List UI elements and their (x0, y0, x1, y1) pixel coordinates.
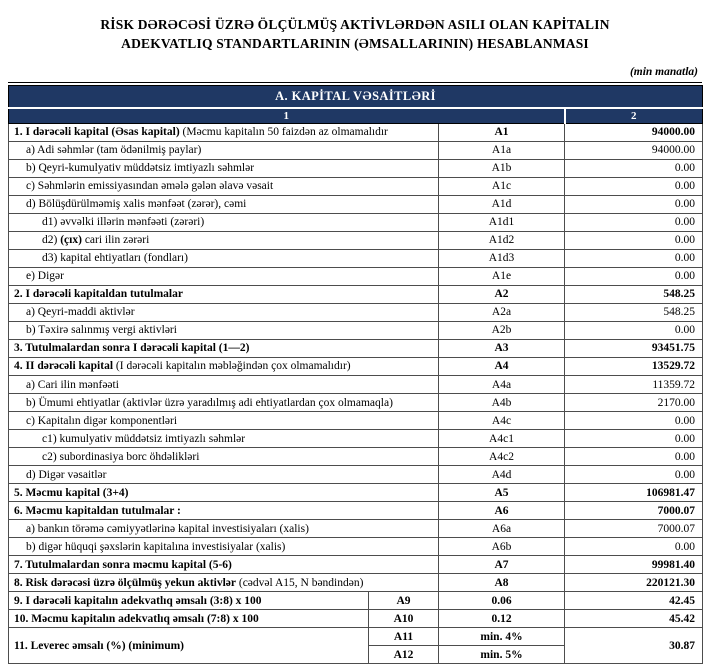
row-label (9, 520, 439, 538)
row-label-segment: d1) əvvəlki illərin mənfəəti (zərəri) (42, 216, 205, 229)
table-section-header: A. KAPİTAL VƏSAİTLƏRİ (9, 85, 703, 108)
row-norm-value: min. 5% (439, 646, 565, 664)
row-value: 0.00 (565, 321, 703, 339)
row-code: A11 (369, 628, 439, 646)
row-value: 42.45 (565, 592, 703, 610)
row-value: 220121.30 (565, 574, 703, 592)
row-label (9, 394, 439, 412)
row-label (9, 574, 439, 592)
row-code: A4c1 (439, 430, 565, 448)
row-value: 2170.00 (565, 394, 703, 412)
row-code: A4a (439, 376, 565, 394)
row-label-segment: 5. Məcmu kapital (3+4) (14, 486, 129, 499)
row-value: 93451.75 (565, 339, 703, 357)
row-value: 0.00 (565, 195, 703, 213)
row-code: A9 (369, 592, 439, 610)
row-value: 106981.47 (565, 484, 703, 502)
row-code: A5 (439, 484, 565, 502)
row-value: 0.00 (565, 249, 703, 267)
table-row (9, 520, 703, 538)
row-label (9, 177, 439, 195)
table-row (9, 466, 703, 484)
top-rule (8, 82, 702, 83)
column-header-2: 2 (565, 108, 703, 124)
row-value: 99981.40 (565, 556, 703, 574)
row-label-segment: 3. Tutulmalardan sonra I dərəcəli kapital (1—2) (14, 342, 250, 355)
row-label (9, 141, 439, 159)
row-label (9, 321, 439, 339)
table-row (9, 195, 703, 213)
row-code: A1e (439, 267, 565, 285)
table-row (9, 339, 703, 357)
row-label-segment: a) Cari ilin mənfəəti (26, 378, 119, 391)
row-label (9, 339, 439, 357)
table-row (9, 231, 703, 249)
table-row (9, 574, 703, 592)
row-value: 0.00 (565, 159, 703, 177)
table-row (9, 592, 703, 610)
row-code: A2b (439, 321, 565, 339)
row-value: 0.00 (565, 538, 703, 556)
row-label-segment: d) Digər vəsaitlər (26, 468, 107, 481)
table-row (9, 177, 703, 195)
row-norm-value: 0.12 (439, 610, 565, 628)
row-value: 45.42 (565, 610, 703, 628)
row-code: A2a (439, 303, 565, 321)
row-code: A6b (439, 538, 565, 556)
table-row (9, 159, 703, 177)
row-label-segment: 7. Tutulmalardan sonra məcmu kapital (5-6) (14, 558, 232, 571)
row-label (9, 412, 439, 430)
row-label (9, 159, 439, 177)
row-code: A4c2 (439, 448, 565, 466)
table-row (9, 502, 703, 520)
row-code: A1a (439, 141, 565, 159)
row-code: A1c (439, 177, 565, 195)
row-label (9, 376, 439, 394)
row-value: 548.25 (565, 303, 703, 321)
table-row (9, 538, 703, 556)
row-label-segment: d3) kapital ehtiyatları (fondları) (42, 252, 188, 265)
row-label (9, 213, 439, 231)
row-label-segment: d2) (42, 234, 61, 247)
row-value: 11359.72 (565, 376, 703, 394)
row-label-segment: (I dərəcəli kapitalın məbləğindən çox olmamalıdır) (113, 360, 351, 373)
row-label (9, 448, 439, 466)
row-value: 7000.07 (565, 502, 703, 520)
row-value: 30.87 (565, 628, 703, 664)
row-label-segment: b) Qeyri-kumulyativ müddətsiz imtiyazlı səhmlər (26, 162, 255, 175)
row-value: 94000.00 (565, 123, 703, 141)
table-row (9, 321, 703, 339)
row-code: A7 (439, 556, 565, 574)
table-row (9, 267, 703, 285)
row-label (9, 610, 369, 628)
row-value: 0.00 (565, 177, 703, 195)
table-row (9, 394, 703, 412)
row-norm-value: min. 4% (439, 628, 565, 646)
row-label (9, 357, 439, 375)
column-header-1: 1 (9, 108, 565, 124)
row-value: 0.00 (565, 267, 703, 285)
row-code: A1d3 (439, 249, 565, 267)
row-label (9, 592, 369, 610)
row-value: 0.00 (565, 213, 703, 231)
row-label-segment: c) Kapitalın digər komponentləri (26, 414, 178, 427)
row-label-segment: 4. II dərəcəli kapital (14, 360, 114, 373)
capital-table (8, 85, 703, 664)
row-label-segment: c) Səhmlərin emissiyasından əmələ gələn əlavə vəsait (26, 180, 274, 193)
row-label (9, 249, 439, 267)
row-label-segment: 10. Məcmu kapitalın adekvatlıq əmsalı (7:8) x 100 (14, 612, 259, 625)
row-label (9, 303, 439, 321)
row-label-segment: (Məcmu kapitalın 50 faizdən az olmamalıdır (179, 126, 388, 139)
row-label (9, 466, 439, 484)
unit-note: (min manatla) (629, 65, 698, 78)
row-label-segment: b) digər hüquqi şəxslərin kapitalına investisiyalar (xalis) (26, 540, 286, 553)
row-value: 0.00 (565, 466, 703, 484)
row-label-segment: b) Ümumi ehtiyatlar (aktivlər üzrə yaradılmış adi ehtiyatlardan çox olmamaqla) (26, 396, 393, 409)
table-row (9, 448, 703, 466)
row-value: 0.00 (565, 430, 703, 448)
table-row (9, 213, 703, 231)
row-code: A1d1 (439, 213, 565, 231)
document-title-line1: RİSK DƏRƏCƏSİ ÜZRƏ ÖLÇÜLMÜŞ AKTİVLƏRDƏN ASILI OLAN KAPİTALIN (100, 17, 610, 32)
table-row (9, 430, 703, 448)
row-label (9, 502, 439, 520)
row-label-segment: (cədvəl A15, N bəndindən) (236, 576, 364, 589)
row-code: A1 (439, 123, 565, 141)
column-header-row (9, 108, 703, 124)
row-value: 0.00 (565, 448, 703, 466)
row-code: A4b (439, 394, 565, 412)
row-label (9, 285, 439, 303)
row-code: A8 (439, 574, 565, 592)
table-row (9, 285, 703, 303)
row-norm-value: 0.06 (439, 592, 565, 610)
row-code: A1d (439, 195, 565, 213)
row-code: A6 (439, 502, 565, 520)
row-label-segment: b) Təxirə salınmış vergi aktivləri (26, 324, 177, 337)
row-label (9, 538, 439, 556)
row-code: A1d2 (439, 231, 565, 249)
row-label-segment: 11. Leverec əmsalı (%) (minimum) (14, 639, 185, 652)
row-label (9, 628, 369, 664)
row-code: A4d (439, 466, 565, 484)
row-label (9, 430, 439, 448)
row-code: A4 (439, 357, 565, 375)
row-label-segment: 8. Risk dərəcəsi üzrə ölçülmüş yekun aktivlər (14, 576, 236, 589)
row-value: 94000.00 (565, 141, 703, 159)
table-row (9, 484, 703, 502)
row-code: A1b (439, 159, 565, 177)
row-code: A6a (439, 520, 565, 538)
row-label-segment: e) Digər (26, 270, 64, 283)
row-label (9, 231, 439, 249)
row-label (9, 267, 439, 285)
row-label-segment: d) Bölüşdürülməmiş xalis mənfəət (zərər), cəmi (26, 198, 247, 211)
row-label (9, 556, 439, 574)
row-label-segment: 1. I dərəcəli kapital (Əsas kapital) (14, 126, 180, 139)
table-body (9, 123, 703, 663)
row-label-segment: a) Adi səhmlər (tam ödənilmiş paylar) (26, 144, 202, 157)
row-label (9, 195, 439, 213)
table-row (9, 628, 703, 646)
row-value: 0.00 (565, 412, 703, 430)
row-code: A2 (439, 285, 565, 303)
table-row (9, 249, 703, 267)
row-code: A3 (439, 339, 565, 357)
table-row (9, 357, 703, 375)
table-row (9, 141, 703, 159)
row-label (9, 484, 439, 502)
table-row (9, 412, 703, 430)
row-label (9, 123, 439, 141)
table-row (9, 556, 703, 574)
row-label-segment: (çıx) (60, 234, 82, 247)
document-title-line2: ADEKVATLIQ STANDARTLARININ (ƏMSALLARININ) HESABLANMASI (121, 35, 589, 51)
row-value: 548.25 (565, 285, 703, 303)
row-code: A4c (439, 412, 565, 430)
table-row (9, 376, 703, 394)
row-label-segment: a) Qeyri-maddi aktivlər (26, 306, 135, 319)
row-label-segment: a) bankın törəmə cəmiyyətlərinə kapital investisiyaları (xalis) (26, 522, 309, 535)
table-row (9, 610, 703, 628)
table-row (9, 123, 703, 141)
table-row (9, 303, 703, 321)
row-label-segment: 9. I dərəcəli kapitalın adekvatlıq əmsalı (3:8) x 100 (14, 594, 262, 607)
row-label-segment: 6. Məcmu kapitaldan tutulmalar : (14, 504, 181, 517)
document-title (8, 16, 702, 54)
row-code: A10 (369, 610, 439, 628)
row-value: 7000.07 (565, 520, 703, 538)
row-label-segment: 2. I dərəcəli kapitaldan tutulmalar (14, 288, 183, 301)
row-label-segment: c2) subordinasiya borc öhdəlikləri (42, 450, 200, 463)
row-code: A12 (369, 646, 439, 664)
section-header-row (9, 85, 703, 108)
row-value: 0.00 (565, 231, 703, 249)
row-label-segment: c1) kumulyativ müddətsiz imtiyazlı səhmlər (42, 432, 246, 445)
row-value: 13529.72 (565, 357, 703, 375)
row-label-segment: cari ilin zərəri (81, 234, 150, 247)
